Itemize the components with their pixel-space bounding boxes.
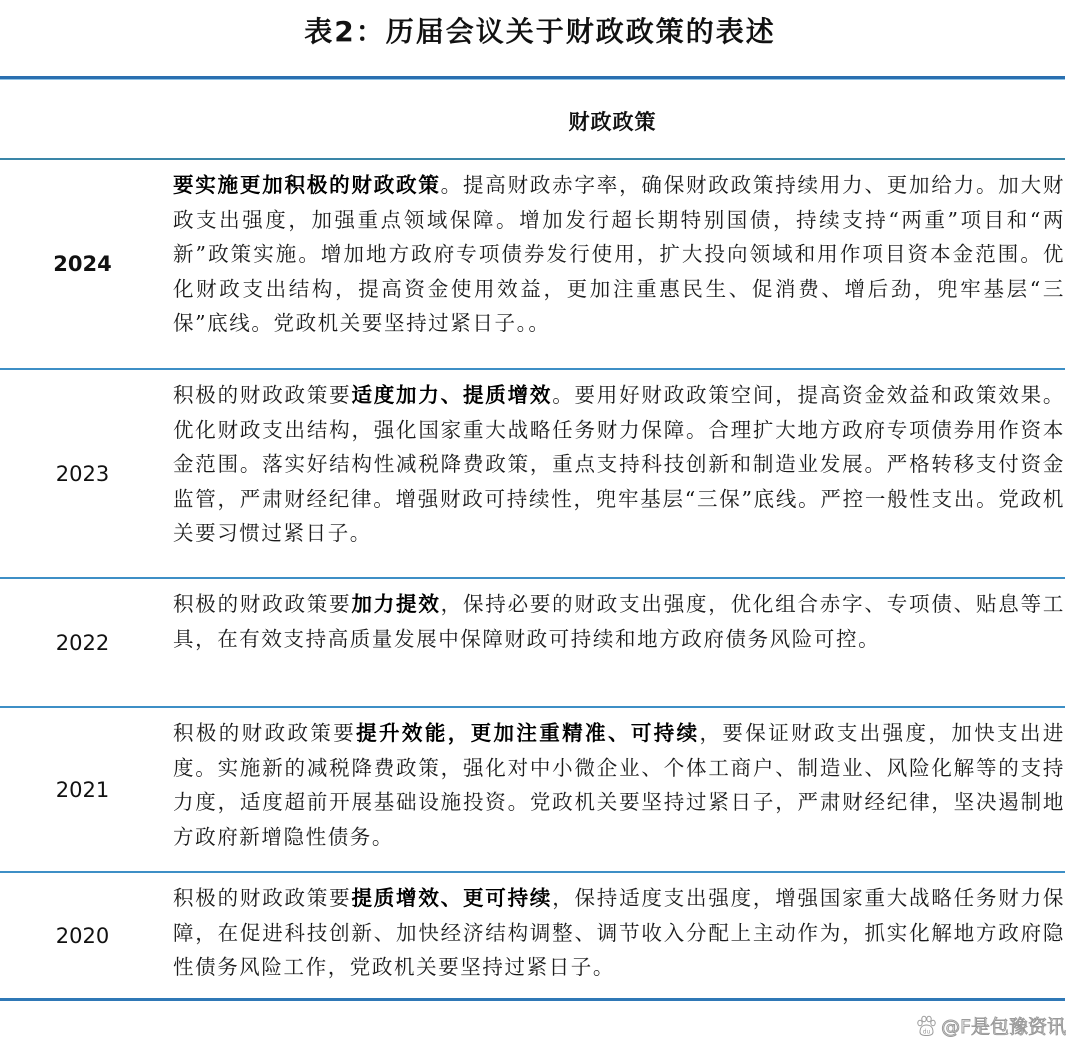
policy-cell	[165, 370, 1065, 577]
policy-text: 。要用好财政政策空间，提高资金效益和政策效果。优化财政支出结构，强化国家重大战略任务财力保障。合理扩大地方政府专项债券用作资本金范围。落实好结构性减税降费政策，重点支持科技创新和制造业发展。严格转移支付资金监管，严肃财经纪律。增强财政可持续性，兜牢基层“三保”底线。严控一般性支出。党政机关要习惯过紧日子。	[173, 383, 1065, 545]
policy-prefix: 积极的财政政策要	[173, 721, 357, 745]
table-row-2020	[0, 873, 1065, 1001]
table-title: 表2：历届会议关于财政政策的表述	[304, 15, 776, 48]
policy-cell	[165, 160, 1065, 368]
fiscal-policy-table	[0, 76, 1065, 1001]
year-cell: 2021	[55, 777, 110, 802]
table-row-2021	[0, 708, 1065, 873]
policy-cell	[165, 708, 1065, 871]
policy-cell	[165, 873, 1065, 998]
table-row-2022	[0, 579, 1065, 708]
year-cell: 2024	[53, 252, 112, 276]
policy-prefix: 积极的财政政策要	[173, 592, 352, 616]
year-cell: 2023	[55, 461, 110, 486]
policy-text: ，保持适度支出强度，增强国家重大战略任务财力保障，在促进科技创新、加快经济结构调整、调节收入分配上主动作为，抓实化解地方政府隐性债务风险工作，党政机关要坚持过紧日子。	[173, 886, 1065, 979]
policy-text: ，要保证财政支出强度，加快支出进度。实施新的减税降费政策，强化对中小微企业、个体工商户、制造业、风险化解等的支持力度，适度超前开展基础设施投资。党政机关要坚持过紧日子，严肃财经纪律，坚决遏制地方政府新增隐性债务。	[173, 721, 1065, 849]
svg-text:du: du	[922, 1028, 931, 1035]
policy-emphasis: 要实施更加积极的财政政策	[173, 173, 441, 197]
policy-emphasis: 提质增效、更可持续	[351, 886, 553, 910]
policy-cell	[165, 579, 1065, 706]
watermark	[915, 1012, 1066, 1039]
policy-prefix: 积极的财政政策要	[173, 886, 352, 910]
table-row-2023	[0, 370, 1065, 579]
policy-emphasis: 适度加力、提质增效	[351, 383, 553, 407]
column-header-fiscal-policy: 财政政策	[568, 110, 657, 134]
year-cell: 2022	[55, 630, 110, 655]
year-cell: 2020	[55, 923, 110, 948]
table-header	[0, 80, 1065, 160]
baidu-paw-icon	[915, 1015, 937, 1037]
policy-text: ，保持必要的财政支出强度，优化组合赤字、专项债、贴息等工具，在有效支持高质量发展中保障财政可持续和地方政府债务风险可控。	[173, 592, 1065, 651]
policy-prefix: 积极的财政政策要	[173, 383, 352, 407]
policy-text: 。提高财政赤字率，确保财政政策持续用力、更加给力。加大财政支出强度，加强重点领域保障。增加发行超长期特别国债，持续支持“两重”项目和“两新”政策实施。增加地方政府专项债券发行使用，扩大投向领域和用作项目资本金范围。优化财政支出结构，提高资金使用效益，更加注重惠民生、促消费、增后劲，兜牢基层“三保”底线。党政机关要坚持过紧日子。。	[173, 173, 1065, 335]
table-row-2024	[0, 160, 1065, 370]
policy-emphasis: 提升效能，更加注重精准、可持续	[356, 721, 700, 745]
watermark-text: @F是包豫资讯	[941, 1016, 1066, 1038]
policy-emphasis: 加力提效	[351, 592, 441, 616]
